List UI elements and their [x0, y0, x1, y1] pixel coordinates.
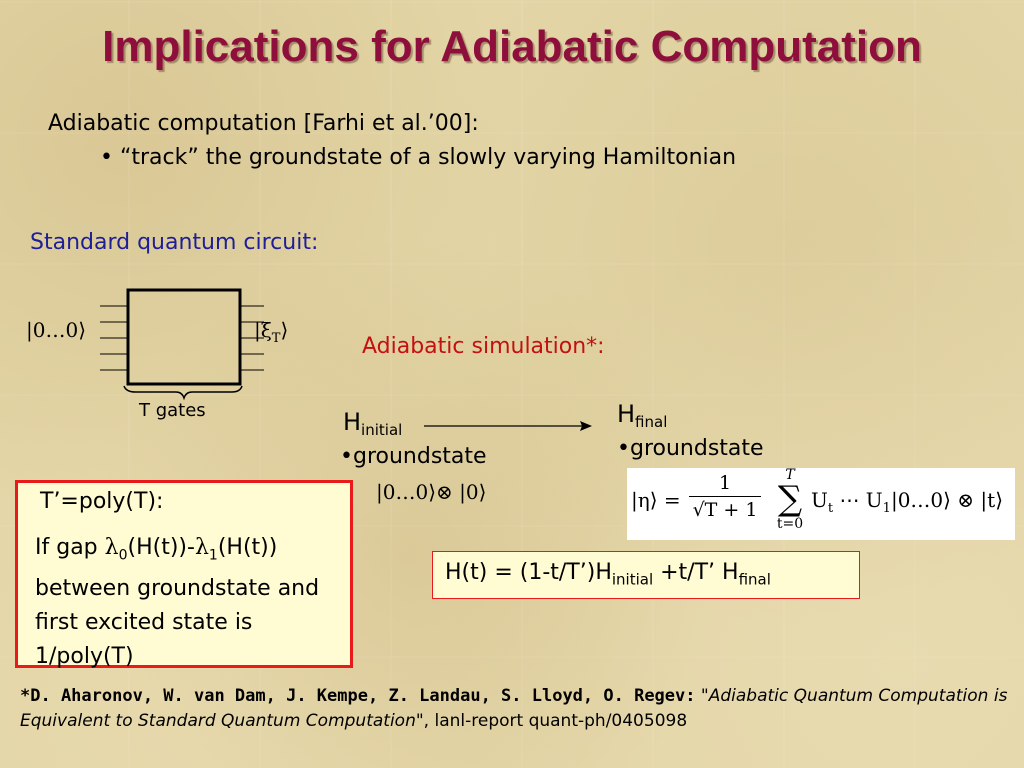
hamiltonian-equation: $H(t) = (1-t/T’)H_{initial} +t/T$’ $H_{final}$ [445, 560, 771, 589]
intro-bullet: • “track” the groundstate of a slowly varying Hamiltonian [100, 145, 737, 170]
formula-sum: T ∑ t=0 [776, 467, 804, 532]
evolution-arrow [424, 418, 594, 434]
h-initial-label: $H_{initial}$ [343, 408, 403, 439]
h-final-label: $H_{final}$ [617, 400, 668, 431]
t-gates-label: T gates [139, 400, 206, 421]
circuit-output-ket: $|\xi_T⟩$ [254, 318, 289, 346]
initial-state-ket: |0…0⟩⊗ |0⟩ [376, 480, 487, 504]
formula-fraction: 1 √T + 1 [685, 472, 765, 521]
hamiltonian-box [432, 551, 860, 599]
circuit-box [128, 290, 240, 384]
slide-title: Implications for Adiabatic Computation [102, 22, 922, 71]
standard-circuit-label: Standard quantum circuit: [30, 230, 319, 255]
gates-brace [124, 386, 242, 398]
formula-lhs: |η⟩ = [631, 488, 681, 512]
poly-box-heading: T’=poly(T): [40, 489, 164, 514]
formula-rhs: $U_t$ ⋯ $U_1|0\dots 0⟩$ ⊗ |t⟩ [811, 488, 1003, 516]
poly-condition-box [15, 480, 353, 668]
poly-box-text: If gap $\lambda_0(H(t))-\lambda_1(H(t))$ between groundstate and first excited state is 1/poly(T) [35, 535, 320, 670]
history-state-formula [627, 468, 1015, 540]
intro-line: Adiabatic computation [Farhi et al.’00]: [48, 111, 479, 136]
groundstate-initial: •groundstate [340, 444, 487, 469]
circuit-input-ket: |0…0⟩ [26, 318, 86, 342]
adiabatic-simulation-label: Adiabatic simulation*: [362, 334, 605, 359]
input-wires [100, 306, 128, 370]
groundstate-final: •groundstate [617, 436, 764, 461]
footnote-reference: *D. Aharonov, W. van Dam, J. Kempe, Z. Landau, S. Lloyd, O. Regev: "Adiabatic Quantum Computation is Equivalent to Standard Quantum Computation", lanl-report quant-ph/0405098 [20, 686, 1008, 731]
